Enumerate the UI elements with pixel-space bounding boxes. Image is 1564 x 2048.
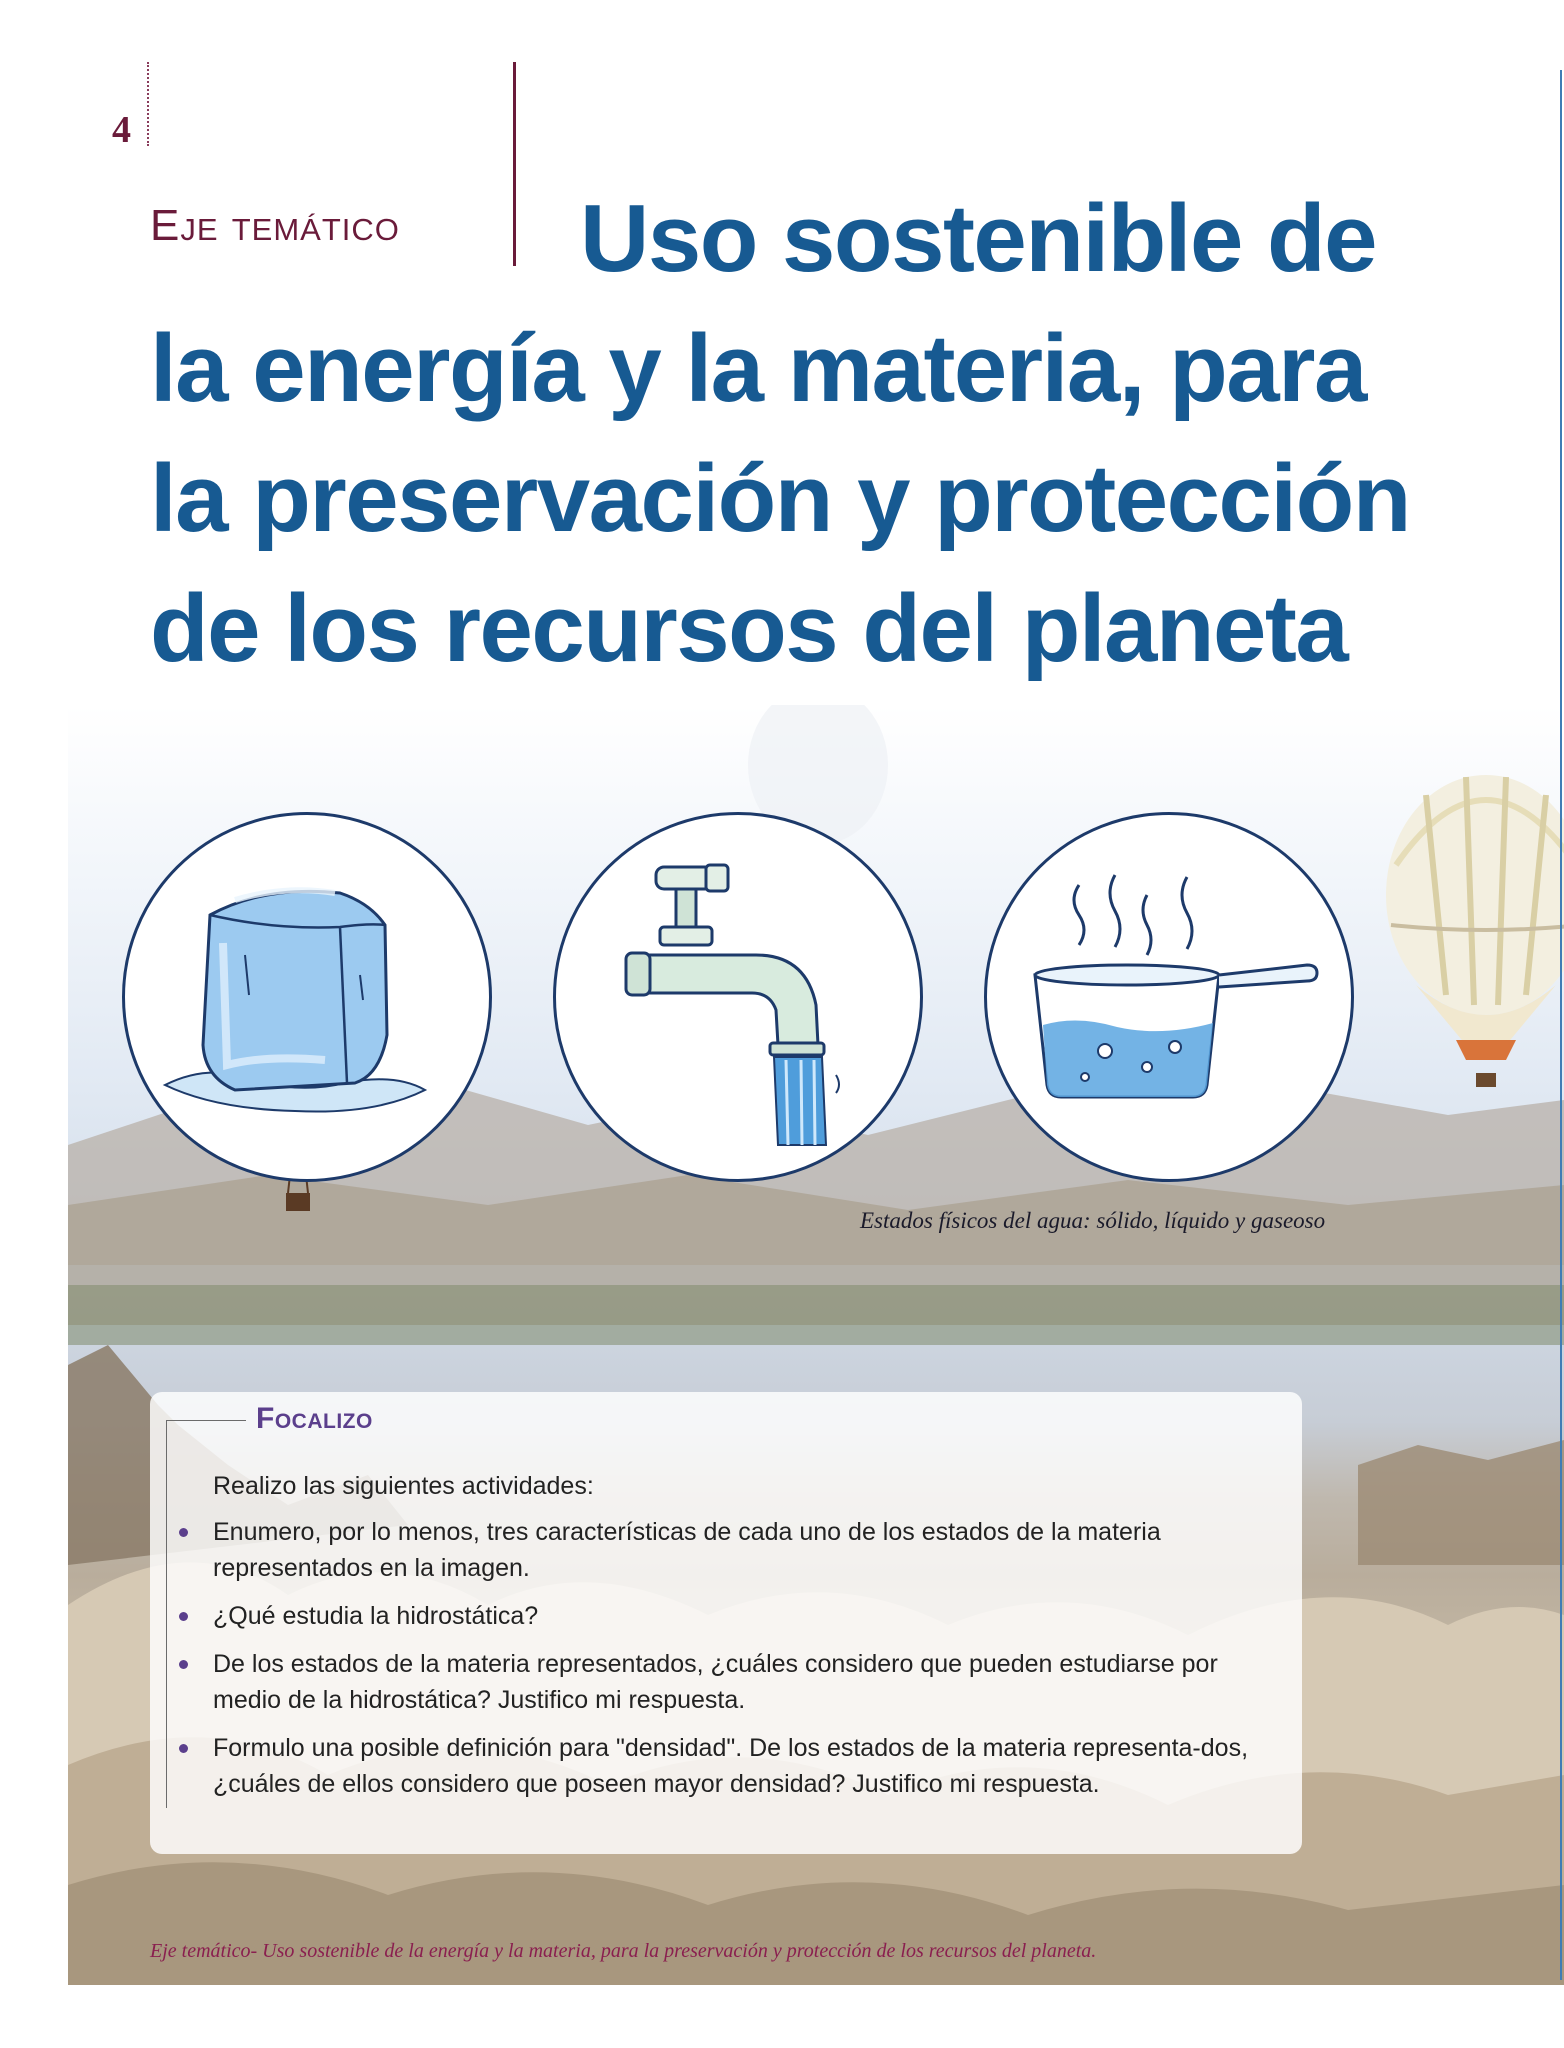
activity-item <box>213 1646 1253 1718</box>
section-label: Eje temático <box>150 201 400 250</box>
activity-item <box>213 1598 1253 1634</box>
page-number: 4 <box>112 109 131 151</box>
bullet-icon <box>179 1612 188 1621</box>
faucet-icon <box>556 815 920 1179</box>
page-title <box>150 174 1410 694</box>
figure-caption: Estados físicos del agua: sólido, líquido y gaseoso <box>860 1208 1326 1233</box>
focalizo-top-rule <box>166 1420 246 1421</box>
page-footer: Eje temático- Uso sostenible de la energía y la materia, para la preservación y protección de los recursos del planeta. <box>150 1940 1097 1962</box>
activity-text: Enumero, por lo menos, tres características de cada uno de los estados de la materia representados en la imagen. <box>213 1518 1161 1582</box>
focalizo-intro: Realizo las siguientes actividades: <box>213 1472 594 1500</box>
page-title-text: Uso sostenible de la energía y la materia, para la preservación y protección de los recursos del planeta <box>150 185 1410 682</box>
focalizo-title: Focalizo <box>256 1402 373 1435</box>
gaseous-state-illustration <box>984 812 1354 1182</box>
bullet-icon <box>179 1660 188 1669</box>
activity-list <box>213 1514 1253 1814</box>
ice-cube-icon <box>125 815 489 1179</box>
solid-state-illustration <box>122 812 492 1182</box>
focalizo-left-rule <box>166 1420 167 1808</box>
activity-item <box>213 1514 1253 1586</box>
liquid-state-illustration <box>553 812 923 1182</box>
activity-text: Formulo una posible definición para "densidad". De los estados de la materia representa-dos, ¿cuáles de ellos considero que poseen mayor densidad? Justifico mi respuesta. <box>213 1734 1249 1798</box>
bullet-icon <box>179 1528 188 1537</box>
page-edge-line <box>1560 70 1562 1980</box>
activity-text: De los estados de la materia representados, ¿cuáles considero que pueden estudiarse por medio de la hidrostática? Justifico mi respuesta. <box>213 1650 1218 1714</box>
bullet-icon <box>179 1744 188 1753</box>
page-number-divider <box>147 62 149 146</box>
activity-item <box>213 1730 1253 1802</box>
boiling-pot-icon <box>987 815 1351 1179</box>
activity-text: ¿Qué estudia la hidrostática? <box>213 1602 539 1630</box>
